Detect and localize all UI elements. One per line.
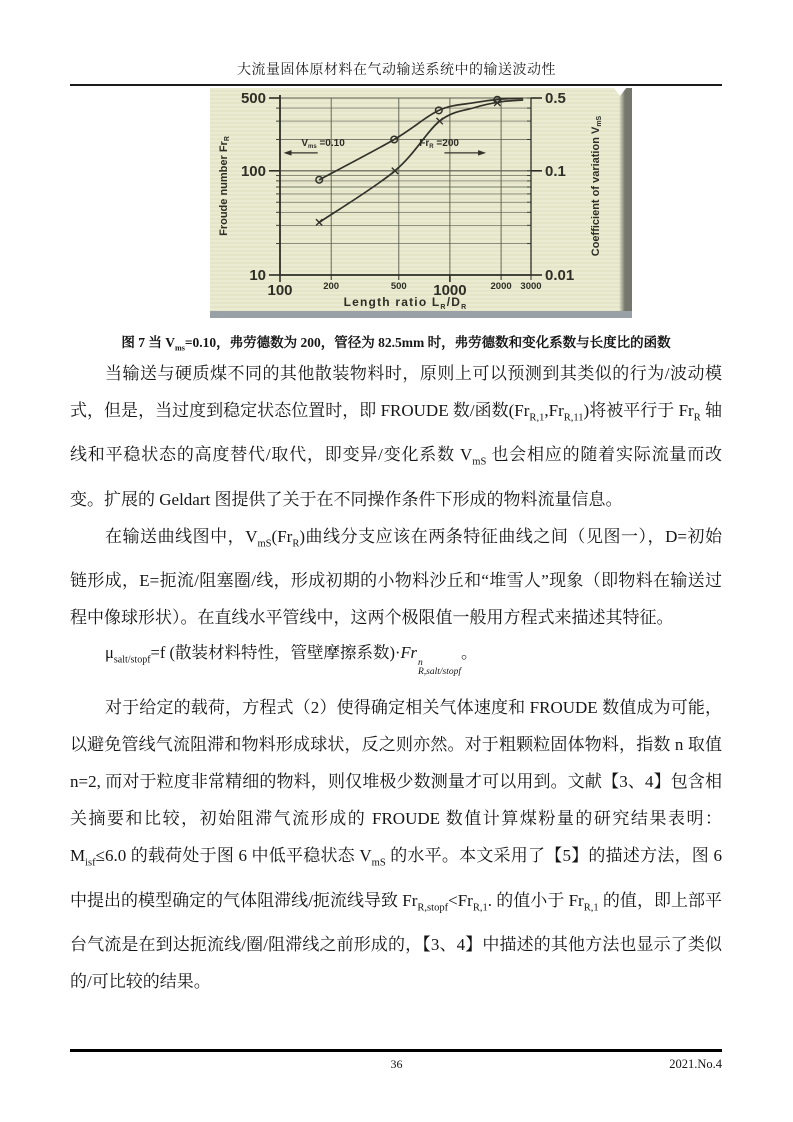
- scan-edge-bottom: [210, 311, 632, 318]
- equation-period: 。: [460, 643, 478, 663]
- equation-froude-term: Fr n R,salt/stopf: [400, 643, 461, 678]
- x-axis-title: Length ratio $L_R/D_R$: [343, 295, 468, 311]
- x-tick-label: 3000: [520, 281, 542, 292]
- figure-7: [210, 88, 632, 318]
- y-left-tick-label: 10: [249, 267, 266, 284]
- x-tick-label: 100: [267, 282, 293, 299]
- equation-middle: =f (散装材料特性，管壁摩擦系数)·: [150, 643, 401, 663]
- x-tick-label: 200: [323, 281, 340, 292]
- scan-edge-right: [619, 88, 632, 318]
- x-tick-label: 2000: [490, 281, 512, 292]
- y-left-tick-label: 500: [240, 90, 266, 107]
- y-axis-title-right: Coefficient of variation VmS: [590, 115, 603, 257]
- paragraph-1: 当输送与硬质煤不同的其他散装物料时，原则上可以预测到其类似的行为/波动模式，但是，当过度到稳定状态位置时，即 FROUDE 数/函数$(Fr_{R,1},Fr_{R,11})$将被平行于 $Fr_R$ 轴线和平稳状态的高度替代/取代，即变异/变化系数 $V_{mS}$ 也会相应的随着实际流量而改变。扩展的 Geldart 图提供了关于在不同操作条件下形成的物料流量信息。: [70, 364, 723, 509]
- series-curve-1: [319, 100, 523, 222]
- header-rule: [70, 84, 722, 86]
- froude-chart: [210, 88, 632, 318]
- y-right-tick-label: 0.1: [545, 162, 566, 180]
- equation-2: [70, 638, 722, 677]
- y-axis-title-left: Froude number FrR: [218, 136, 231, 236]
- x-tick-label: 1000: [433, 282, 467, 299]
- annotation-arrowhead: [478, 150, 486, 155]
- equation-mu-term: $\mu_{salt/stopf}$: [105, 643, 151, 666]
- issue-label: 2021.No.4: [669, 1057, 722, 1071]
- paragraph-3: 对于给定的载荷，方程式（2）使得确定相关气体速度和 FROUDE 数值成为可能，以避免管线气流阻滞和物料形成球状，反之则亦然。对于粗颗粒固体物料，指数 n 取值 n=2, 而对于粒度非常精细的物料，则仅堆极少数测量才可以用到。文献【3、4】包含相关摘要和比较，初始阻滞气流形成的 FROUDE 数值计算煤粉量的研究结果表明：$M_{isf}\le 6.0$ 的载荷处于图 6 中低平稳状态 $V_{mS}$ 的水平。本文采用了【5】的描述方法，图 6 中提出的模型确定的气体阻滞线/扼流线导致 $Fr_{R,stopf}<Fr_{R,1}$. 的值小于 $Fr_{R,1}$ 的值，即上部平台气流是在到达扼流线/圈/阻滞线之前形成的，【3、4】中描述的其他方法也显示了类似的/可比较的结果。: [70, 698, 723, 991]
- y-left-tick-label: 100: [240, 162, 266, 180]
- annotation-arrowhead: [284, 150, 292, 155]
- annotation-label: $Fr_R =200$: [419, 137, 459, 150]
- page-header-title: 大流量固体原材料在气动输送系统中的输送波动性: [237, 63, 556, 78]
- x-tick-label: 500: [390, 281, 407, 292]
- paragraph-2: 在输送曲线图中，$V_{mS}(Fr_R)$曲线分支应该在两条特征曲线之间（见图一），D=初始链形成，E=扼流/阻塞圈/线，形成初期的小物料沙丘和“堆雪人”现象（即物料在输送过程中像球形状）。在直线水平管线中，这两个极限值一般用方程式来描述其特征。: [70, 526, 722, 628]
- page-number: 36: [390, 1057, 403, 1071]
- data-point-x: [316, 219, 322, 225]
- figure-caption: 图 7 当 $V_{ms}=0.10$，弗劳德数为 200，管径为 82.5mm 时，弗劳德数和变化系数与长度比的函数: [121, 335, 671, 353]
- footer-rule: [70, 1049, 722, 1052]
- annotation-label: $V_{ms} =0.10$: [301, 137, 345, 150]
- y-right-tick-label: 0.01: [545, 267, 575, 284]
- scan-notch: [613, 87, 627, 96]
- article-body: [70, 355, 722, 1000]
- y-right-tick-label: 0.5: [545, 90, 566, 107]
